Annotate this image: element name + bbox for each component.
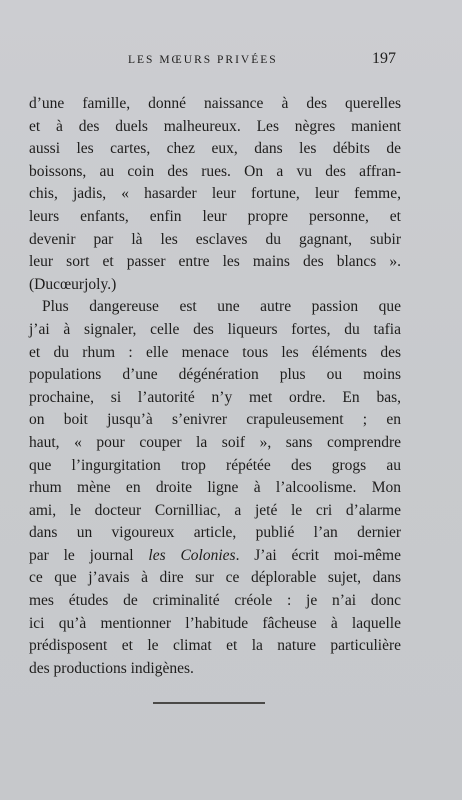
text-line: Plus dangereuse est une autre passion que: [42, 298, 401, 316]
text-line: (Ducœurjoly.): [29, 275, 117, 293]
running-title: LES MŒURS PRIVÉES: [128, 54, 278, 66]
text-line: haut, « pour couper la soif », sans comprendre: [29, 433, 401, 451]
text-line: mes études de criminalité créole : je n’ai donc: [29, 592, 401, 610]
text-line: et à des duels malheureux. Les nègres manient: [29, 117, 401, 135]
text-line: populations d’une dégénération plus ou moins: [29, 366, 401, 384]
text-line: leur sort et passer entre les mains des blancs ».: [29, 253, 401, 271]
text-line: boissons, au coin des rues. On a vu des affran-: [29, 162, 401, 180]
text-line: des productions indigènes.: [29, 659, 194, 677]
text-line: chis, jadis, « hasarder leur fortune, leur femme,: [29, 185, 401, 203]
text-fragment: par le journal: [29, 546, 149, 564]
text-line: devenir par là les esclaves du gagnant, subir: [29, 230, 401, 248]
text-line: j’ai à signaler, celle des liqueurs fortes, du tafia: [29, 320, 401, 338]
text-line: ici qu’à mentionner l’habitude fâcheuse à laquelle: [29, 614, 401, 632]
text-line: rhum mène en droite ligne à l’alcoolisme. Mon: [29, 479, 401, 497]
text-line: prédisposent et le climat et la nature particulière: [29, 637, 401, 655]
section-end-rule: [153, 702, 265, 704]
text-line: dans un vigoureux article, publié l’an dernier: [29, 524, 401, 542]
text-line: ce que j’avais à dire sur ce déplorable sujet, dans: [29, 569, 401, 587]
text-line: leurs enfants, enfin leur propre personne, et: [29, 207, 401, 225]
text-line: et du rhum : elle menace tous les éléments des: [29, 343, 401, 361]
text-line: on boit jusqu’à s’enivrer crapuleusement ; en: [29, 411, 401, 429]
text-line: [29, 545, 401, 568]
journal-title: les Colonies: [148, 546, 236, 564]
text-line: aussi les cartes, chez eux, dans les débits de: [29, 140, 401, 158]
text-fragment: . J’ai écrit moi-même: [235, 546, 401, 564]
text-line: d’une famille, donné naissance à des querelles: [29, 95, 401, 112]
text-line: que l’ingurgitation trop répétée des grogs au: [29, 456, 401, 474]
text-line: ami, le docteur Cornilliac, a jeté le cri d’alarme: [29, 501, 401, 519]
page-number: 197: [372, 50, 396, 67]
body-text: [29, 93, 401, 680]
text-line: prochaine, si l’autorité n’y met ordre. En bas,: [29, 388, 401, 406]
running-head: [0, 50, 462, 74]
